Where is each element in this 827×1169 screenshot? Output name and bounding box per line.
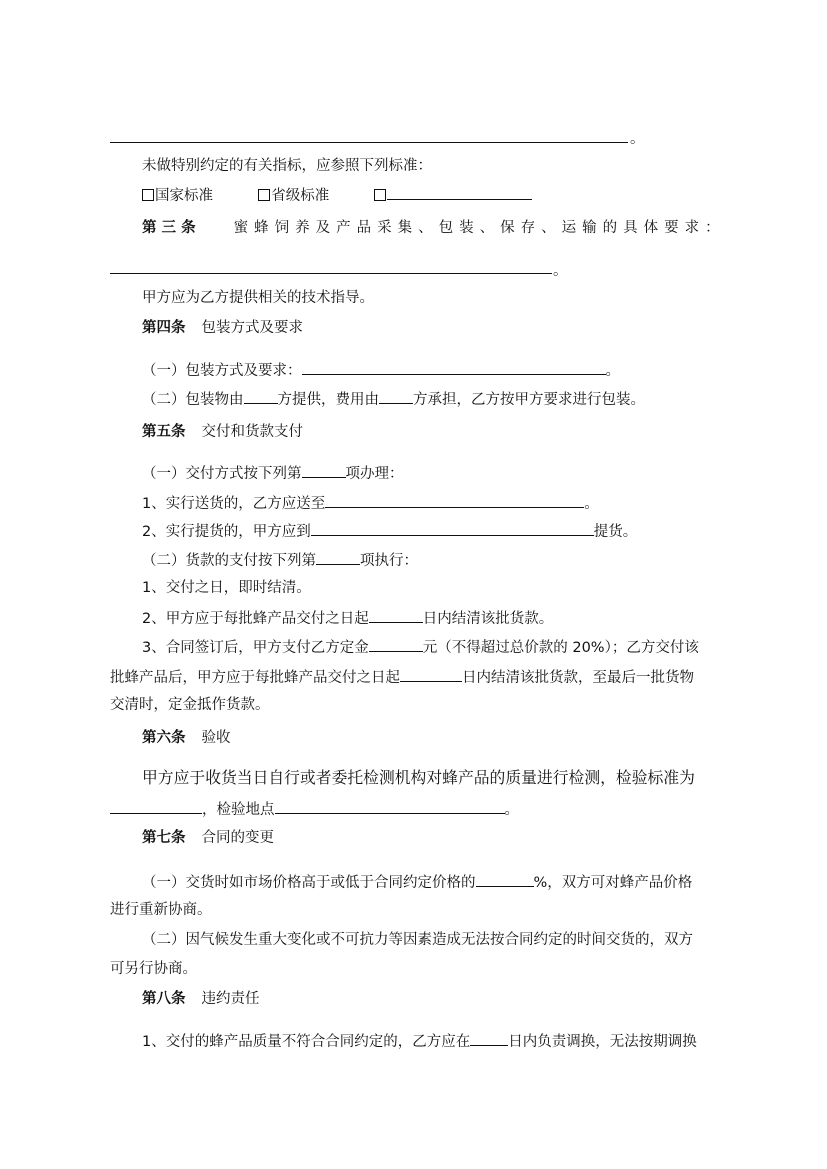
article7-change-1: （一）交货时如市场价格高于或低于合同约定价格的 %，双方可对蜂产品价格	[142, 871, 692, 893]
final-payment-days-blank[interactable]	[400, 666, 462, 682]
payment-option-blank[interactable]	[316, 549, 360, 565]
inspection-standard-blank[interactable]	[110, 798, 202, 814]
article6-title: 第六条	[142, 730, 186, 746]
checkbox-other[interactable]	[374, 189, 386, 201]
article5-delivery-1: 1、实行送货的，乙方应送至 。	[142, 492, 599, 514]
checkbox-provincial[interactable]	[258, 189, 270, 201]
article6-place: ，检验地点 。	[110, 798, 519, 820]
article8-title: 第八条	[142, 991, 186, 1007]
article5-delivery: （一）交付方式按下列第 项办理：	[142, 462, 404, 484]
delivery-option-blank[interactable]	[302, 462, 346, 478]
article5-delivery-2: 2、实行提货的，甲方应到 提货。	[142, 520, 637, 542]
checkbox-national[interactable]	[142, 189, 154, 201]
article3-content: 蜜蜂饲养及产品采集、包装、保存、运输的具体要求：	[233, 220, 726, 236]
article7-heading-text: 合同的变更	[201, 830, 274, 846]
article5-payment-3-line2: 批蜂产品后，甲方应于每批蜂产品交付之日起 日内结清该批货款，至最后一批货物	[110, 666, 694, 688]
article3-heading	[142, 218, 726, 238]
option-national-label: 国家标准	[155, 188, 213, 204]
article8-liability-1: 1、交付的蜂产品质量不符合合同约定的，乙方应在 日内负责调换，无法按期调换	[142, 1030, 697, 1052]
article4-heading	[142, 318, 303, 338]
article6-heading-text: 验收	[201, 730, 231, 746]
delivery-address-blank[interactable]	[325, 492, 584, 508]
article4-item1: （一）包装方式及要求： 。	[142, 359, 620, 381]
article8-heading	[142, 989, 260, 1009]
article4-heading-text: 包装方式及要求	[201, 320, 303, 336]
option-provincial-label: 省级标准	[271, 188, 330, 204]
line-end-mark: 。	[630, 131, 645, 147]
price-percent-blank[interactable]	[476, 871, 534, 887]
packaging-method-blank[interactable]	[302, 359, 606, 375]
article3-blank[interactable]	[110, 273, 552, 274]
article3-guidance: 甲方应为乙方提供相关的技术指导。	[142, 290, 374, 306]
article5-heading-text: 交付和货款支付	[201, 424, 303, 440]
payment-days-blank[interactable]	[369, 607, 423, 623]
article3-end-mark: 。	[553, 263, 568, 279]
article6-heading	[142, 728, 231, 748]
article7-title: 第七条	[142, 830, 186, 846]
article7-change-2: （二）因气候发生重大变化或不可抗力等因素造成无法按合同约定的时间交货的，双方	[142, 932, 693, 948]
article7-change-1-line2: 进行重新协商。	[110, 902, 212, 918]
inspection-place-blank[interactable]	[275, 798, 505, 814]
replacement-days-blank[interactable]	[470, 1030, 508, 1046]
deposit-amount-blank[interactable]	[369, 636, 423, 652]
article5-payment: （二）货款的支付按下列第 项执行：	[142, 549, 418, 571]
article6-text: 甲方应于收货当日自行或者委托检测机构对蜂产品的质量进行检测，检验标准为	[142, 768, 695, 787]
article7-change-2-line2: 可另行协商。	[110, 961, 197, 977]
blank-line[interactable]	[110, 142, 628, 143]
article4-item2: （二）包装物由 方提供，费用由 方承担，乙方按甲方要求进行包装。	[142, 388, 645, 410]
standard-options	[142, 184, 532, 206]
article5-payment-2: 2、甲方应于每批蜂产品交付之日起 日内结清该批货款。	[142, 607, 553, 629]
pickup-address-blank[interactable]	[311, 520, 594, 536]
packaging-provider-blank[interactable]	[244, 388, 278, 404]
article7-heading	[142, 828, 274, 848]
article5-payment-3: 3、合同签订后，甲方支付乙方定金 元（不得超过总价款的 20%）；乙方交付该	[142, 636, 699, 658]
article5-payment-1: 1、交付之日，即时结清。	[142, 580, 311, 596]
article4-title: 第四条	[142, 320, 186, 336]
article5-heading	[142, 422, 303, 442]
article3-title: 第 三 条	[142, 220, 196, 236]
article5-payment-3-line3: 交清时，定金抵作货款。	[110, 697, 270, 713]
article8-heading-text: 违约责任	[201, 991, 260, 1007]
indicator-paragraph: 未做特别约定的有关指标，应参照下列标准：	[142, 158, 432, 174]
other-standard-blank[interactable]	[387, 184, 532, 200]
packaging-cost-blank[interactable]	[379, 388, 413, 404]
article5-title: 第五条	[142, 424, 186, 440]
